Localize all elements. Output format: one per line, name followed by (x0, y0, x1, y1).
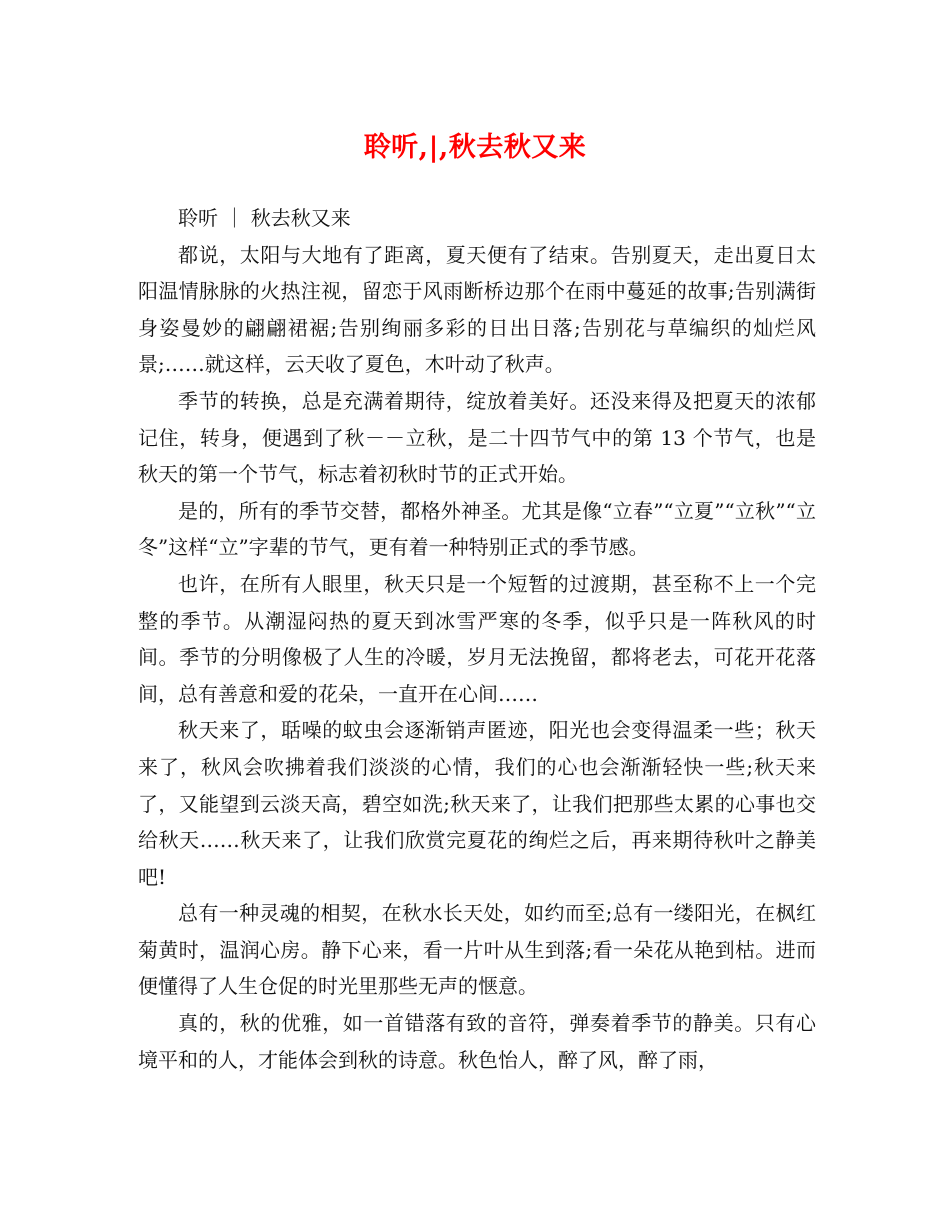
paragraph-subtitle: 聆听 ｜ 秋去秋又来 (178, 206, 351, 230)
paragraph: 真的，秋的优雅，如一首错落有致的音符，弹奏着季节的静美。只有心境平和的人，才能体会到秋的诗意。秋色怡人，醉了风，醉了雨， (138, 1011, 816, 1072)
paragraph: 总有一种灵魂的相契，在秋水长天处，如约而至;总有一缕阳光，在枫红菊黄时，温润心房。静下心来，看一片叶从生到落;看一朵花从艳到枯。进而便懂得了人生仓促的时光里那些无声的惬意。 (138, 901, 816, 999)
paragraph: 都说，太阳与大地有了距离，夏天便有了结束。告别夏天，走出夏日太阳温情脉脉的火热注视，留恋于风雨断桥边那个在雨中蔓延的故事;告别满街身姿曼妙的翩翩裙裾;告别绚丽多彩的日出日落;告别花与草编织的灿烂风景;……就这样，云天收了夏色，木叶动了秋声。 (138, 242, 816, 377)
paragraph: 也许，在所有人眼里，秋天只是一个短暂的过渡期，甚至称不上一个完整的季节。从潮湿闷热的夏天到冰雪严寒的冬季，似乎只是一阵秋风的时间。季节的分明像极了人生的冷暖，岁月无法挽留，都将老去，可花开花落间，总有善意和爱的花朵，一直开在心间…… (138, 571, 816, 706)
document-title: 聆听,|,秋去秋又来 (363, 132, 587, 163)
paragraph: 是的，所有的季节交替，都格外神圣。尤其是像“立春”“立夏”“立秋”“立冬”这样“立”字辈的节气，更有着一种特别正式的季节感。 (138, 498, 816, 560)
paragraph: 秋天来了，聒噪的蚊虫会逐渐销声匿迹，阳光也会变得温柔一些；秋天来了，秋风会吹拂着我们淡淡的心情，我们的心也会渐渐轻快一些;秋天来了，又能望到云淡天高，碧空如洗;秋天来了，让我们把那些太累的心事也交给秋天……秋天来了，让我们欣赏完夏花的绚烂之后，再来期待秋叶之静美吧! (138, 718, 816, 889)
paragraph: 季节的转换，总是充满着期待，绽放着美好。还没来得及把夏天的浓郁记住，转身，便遇到了秋－－立秋，是二十四节气中的第 13 个节气，也是秋天的第一个节气，标志着初秋时节的正式开始。 (138, 388, 816, 487)
document-body (138, 200, 816, 1078)
